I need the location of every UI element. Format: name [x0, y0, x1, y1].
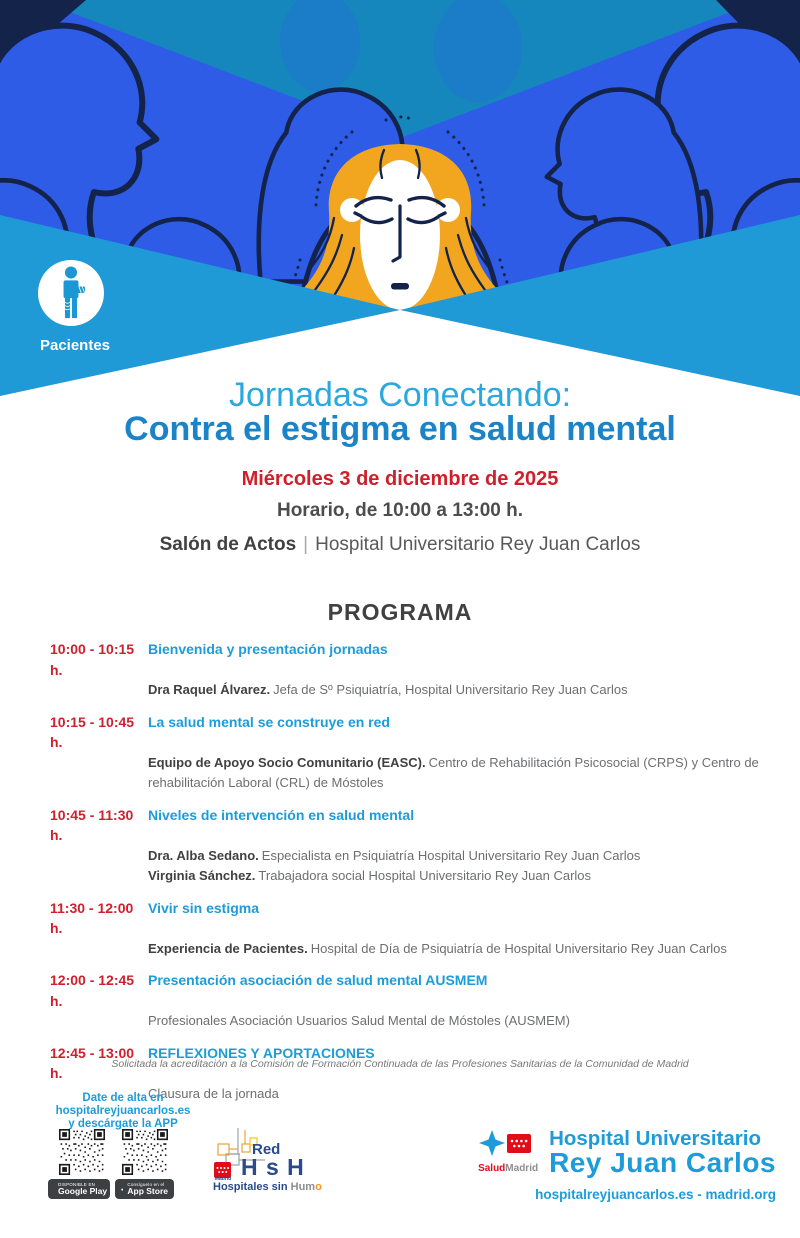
hero-crowd-illustration: [0, 0, 800, 430]
badge-label: Pacientes: [39, 337, 111, 354]
app-signup-note: [18, 1092, 228, 1131]
program-title: REFLEXIONES Y APORTACIONES: [148, 1044, 375, 1061]
program-detail: Equipo de Apoyo Socio Comunitario (EASC). Centro de Rehabilitación Psicosocial (CRPS) y Centro de rehabilitación Laboral (CRL) de Móstoles: [148, 754, 759, 790]
red-hsh-logo: [212, 1122, 362, 1212]
program-detail: Virginia Sánchez. Trabajadora social Hospital Universitario Rey Juan Carlos: [148, 868, 592, 883]
program-item: [50, 712, 774, 794]
google-play-badge[interactable]: [48, 1179, 110, 1199]
salud-madrid-logo: [475, 1130, 541, 1174]
event-time: Horario, de 10:00 a 13:00 h.: [276, 500, 524, 521]
program-item: [50, 805, 774, 887]
poster-title-line1: Jornadas Conectando:: [228, 376, 572, 414]
apple-icon: [121, 1183, 123, 1196]
program-item: [50, 970, 774, 1032]
hospital-name: [549, 1128, 776, 1176]
app-store-badge[interactable]: [115, 1179, 174, 1199]
program-detail: Profesionales Asociación Usuarios Salud Mental de Móstoles (AUSMEM): [148, 1013, 570, 1028]
hsh-madrid-label: Madrid: [214, 1176, 232, 1182]
venue-hospital: Hospital Universitario Rey Juan Carlos: [315, 534, 641, 555]
program-time: 12:45 - 13:00 h.: [50, 1044, 135, 1081]
qr-code-google-play: [59, 1129, 105, 1175]
hospital-name-line2: Rey Juan Carlos: [549, 1147, 776, 1178]
hospital-logo-block: [475, 1128, 776, 1176]
program-detail: Dra Raquel Álvarez. Jefa de Sº Psiquiatría, Hospital Universitario Rey Juan Carlos: [148, 682, 628, 697]
hsh-tagline: Hospitales sin Humo: [213, 1181, 322, 1193]
program-time: 10:45 - 11:30 h.: [50, 806, 134, 843]
hsh-letters: H s H: [241, 1154, 305, 1180]
venue-name: Salón de Actos: [159, 534, 297, 555]
program-item: [50, 898, 774, 960]
program-time: 10:15 - 10:45 h.: [50, 713, 135, 750]
program-title: Bienvenida y presentación jornadas: [148, 641, 388, 657]
program-title: Presentación asociación de salud mental AUSMEM: [148, 972, 488, 988]
app-note-line1: Date de alta en hospitalreyjuancarlos.es: [55, 1092, 191, 1117]
program-list: [50, 639, 774, 1115]
program-title: Niveles de intervención en salud mental: [148, 806, 415, 823]
app-store-label: App Store: [127, 1186, 168, 1196]
pacientes-badge: [38, 260, 104, 326]
accreditation-note: Solicitada la acreditación a la Comisión de Formación Continuada de las Profesiones Sanitarias de la Comunidad de Madrid: [111, 1058, 689, 1070]
salud-label: Salud: [478, 1163, 506, 1174]
app-note-line2: y descárgate la APP: [68, 1118, 178, 1130]
event-venue: [0, 534, 800, 556]
qr-code-app-store: [122, 1129, 168, 1175]
program-title: Vivir sin estigma: [148, 899, 260, 916]
hsh-red-label: Red: [252, 1141, 281, 1158]
poster-title-line2: Contra el estigma en salud mental: [124, 410, 676, 448]
venue-separator: |: [303, 534, 309, 555]
program-item: [50, 639, 774, 701]
salud-madrid-icon: [479, 1130, 537, 1158]
program-detail: Dra. Alba Sedano. Especialista en Psiquiatría Hospital Universitario Rey Juan Carlos: [148, 847, 641, 863]
patient-icon: [51, 266, 91, 320]
google-play-label: Google Play: [58, 1186, 108, 1196]
program-detail: Clausura de la jornada: [148, 1085, 279, 1101]
salud-madrid-label: Madrid: [505, 1163, 539, 1174]
program-time: 11:30 - 12:00 h.: [50, 899, 134, 936]
program-title: La salud mental se construye en red: [148, 713, 390, 730]
program-heading: PROGRAMA: [327, 599, 473, 625]
event-date: Miércoles 3 de diciembre de 2025: [241, 468, 559, 490]
program-time: 12:00 - 12:45 h.: [50, 972, 135, 1009]
hospital-name-line1: Hospital Universitario: [549, 1127, 761, 1150]
program-time: 10:00 - 10:15 h.: [50, 641, 135, 678]
google-play-tagline: DISPONIBLE EN: [58, 1181, 96, 1187]
footer-urls[interactable]: hospitalreyjuancarlos.es - madrid.org: [535, 1187, 776, 1202]
app-store-tagline: Consíguelo en el: [127, 1181, 165, 1187]
program-detail: Experiencia de Pacientes. Hospital de Día de Psiquiatría de Hospital Universitario Rey Juan Carlos: [148, 940, 727, 956]
